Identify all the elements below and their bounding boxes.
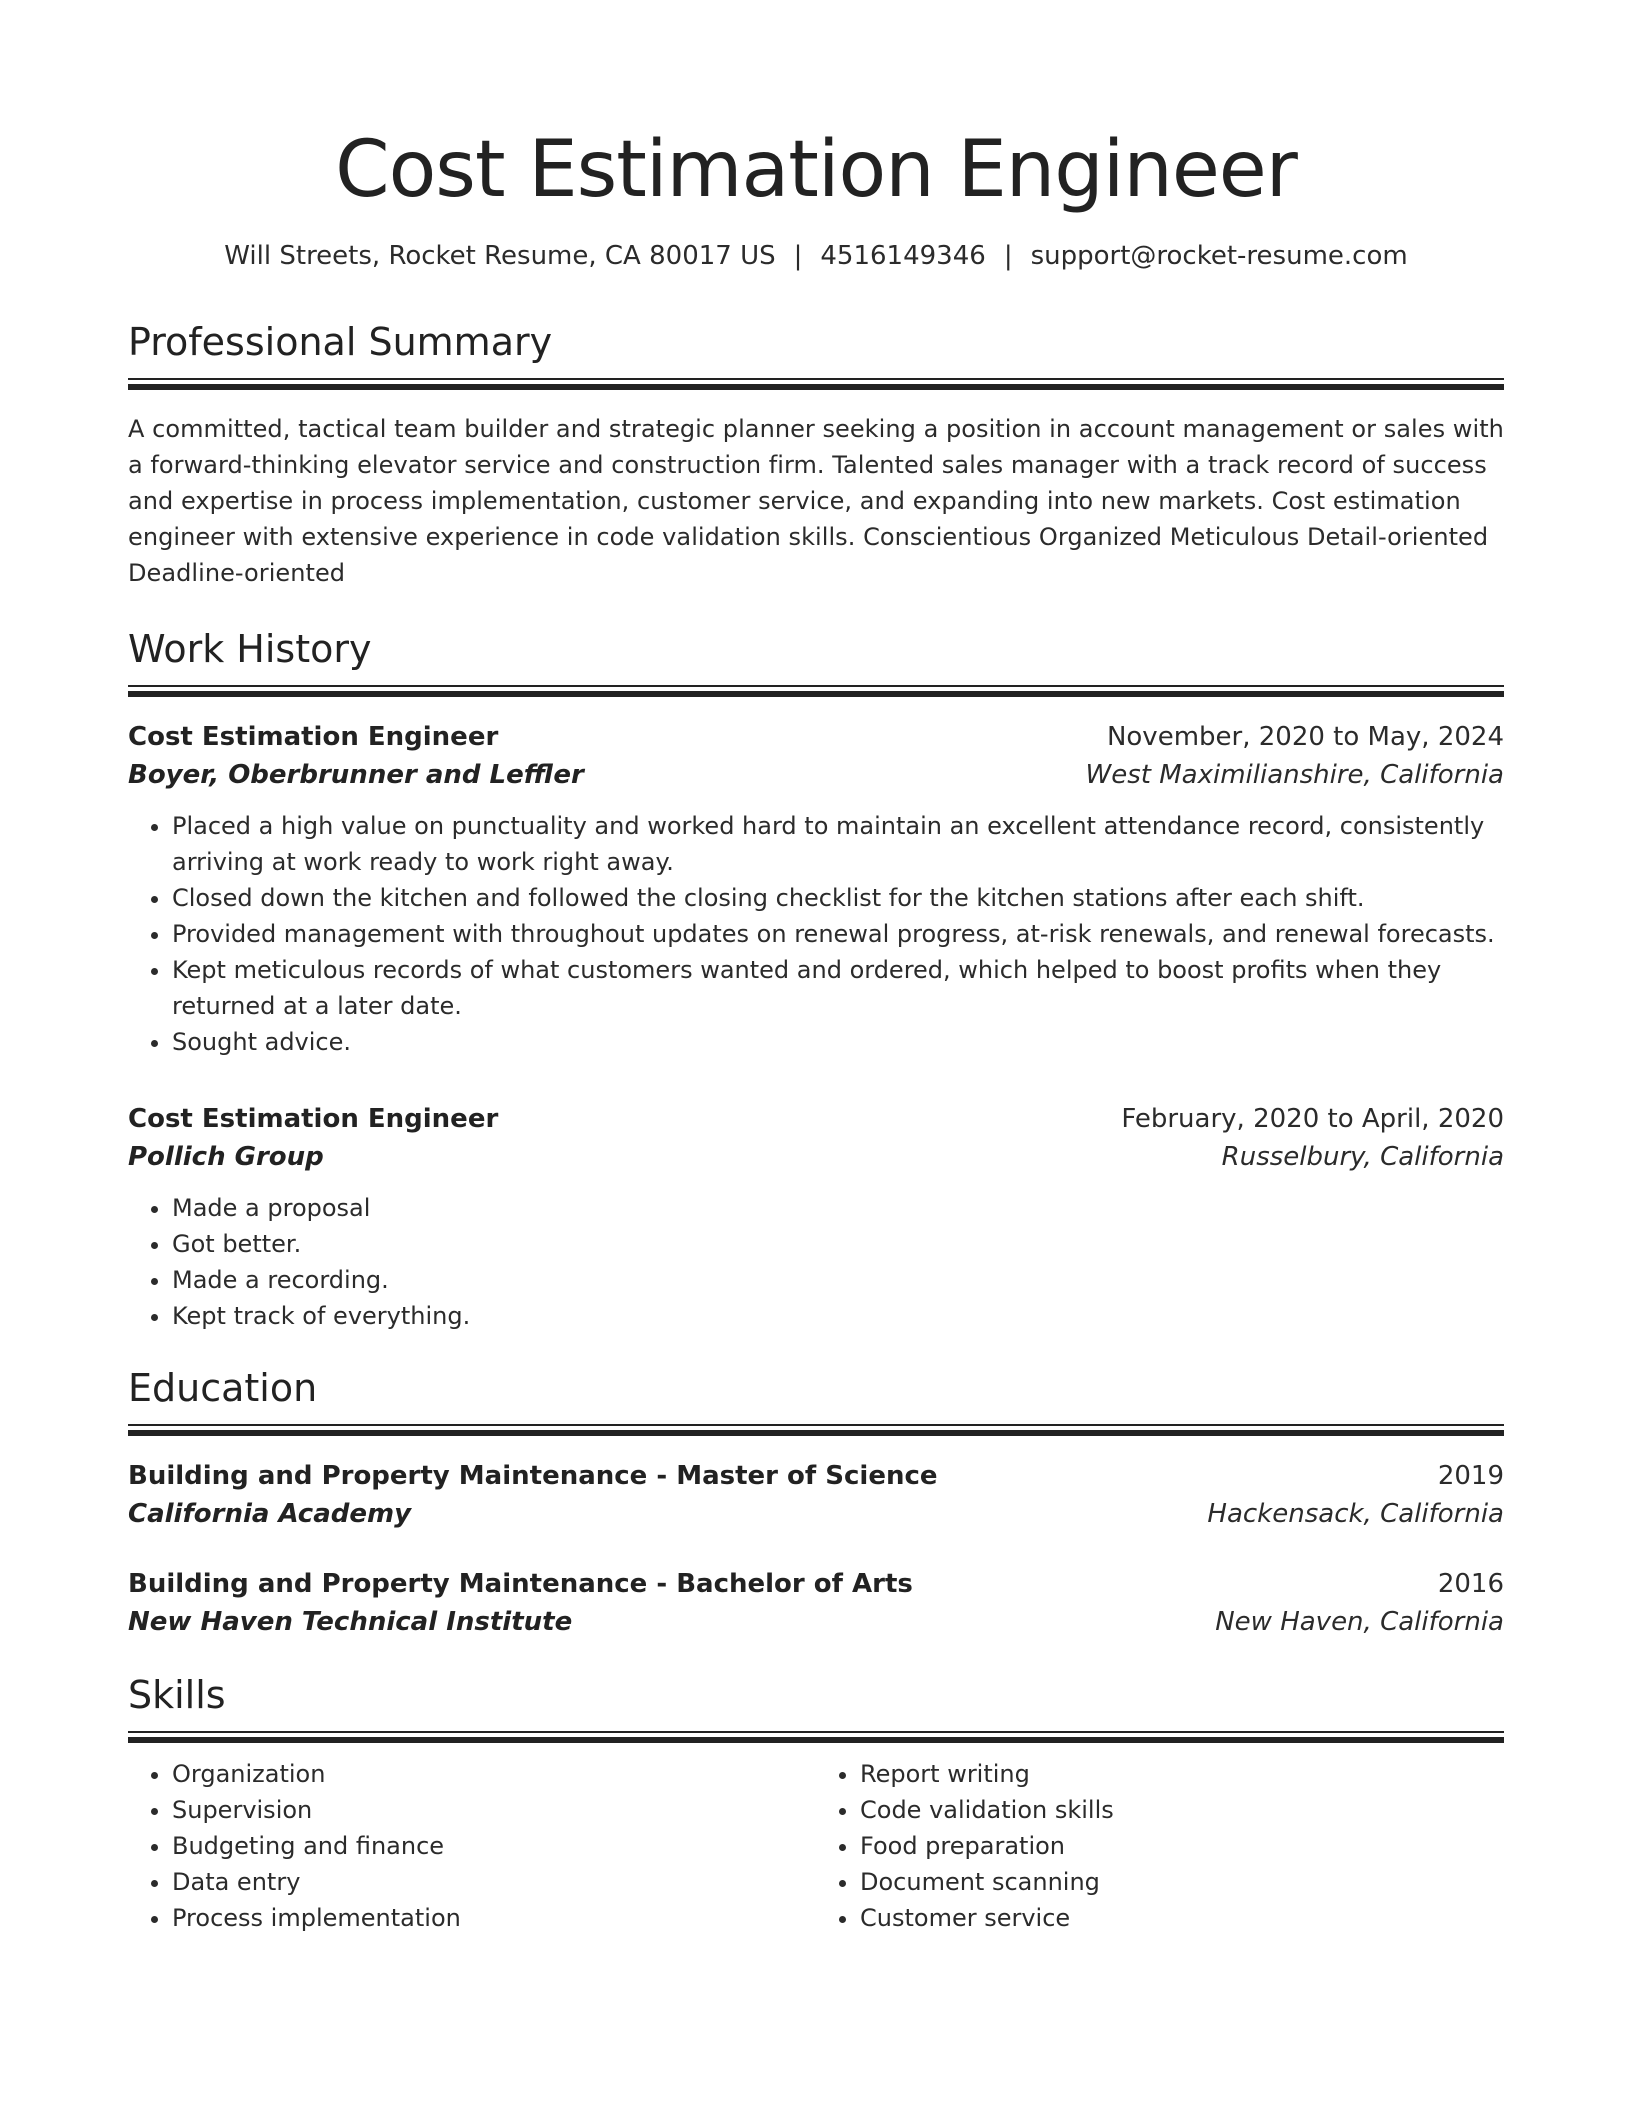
education-entry: [128, 1565, 1504, 1641]
job-bullet: • Kept track of everything.: [172, 1298, 1504, 1334]
section-divider: [128, 685, 1504, 696]
skills-section: [128, 1671, 1504, 1936]
job-subheader: [128, 1138, 1504, 1176]
skill-item: • Data entry: [172, 1864, 816, 1900]
job-bullet: • Made a proposal: [172, 1190, 1504, 1226]
job-dates: November, 2020 to May, 2024: [1106, 722, 1504, 752]
education-year: 2016: [1437, 1569, 1504, 1599]
job-bullet: • Got better.: [172, 1226, 1504, 1262]
job-bullet: • Placed a high value on punctuality and worked hard to maintain an excellent attendance record, consistently arriving at work ready to work right away.: [172, 808, 1504, 880]
job-entry: [128, 1100, 1504, 1334]
job-location: Russelbury, California: [1221, 1142, 1504, 1172]
contact-line: [128, 238, 1504, 274]
education-year: 2019: [1437, 1461, 1504, 1491]
job-header: [128, 1100, 1504, 1138]
skill-item: • Supervision: [172, 1792, 816, 1828]
skill-item: • Report writing: [860, 1756, 1504, 1792]
skill-item: • Code validation skills: [860, 1792, 1504, 1828]
job-header: [128, 718, 1504, 756]
education-subheader: [128, 1495, 1504, 1533]
education-section: [128, 1364, 1504, 1641]
skill-item: • Process implementation: [172, 1900, 816, 1936]
work-history-section: [128, 625, 1504, 1334]
education-subheader: [128, 1603, 1504, 1641]
summary-text: A committed, tactical team builder and strategic planner seeking a position in account management or sales with a forward-thinking elevator service and construction firm. Talented sales manager with a track record of success and expertise in process implementation, customer service, and expanding into new markets. Cost estimation engineer with extensive experience in code validation skills. Conscientious Organized Meticulous Detail-oriented Deadline-oriented: [128, 415, 1504, 587]
contact-separator: |: [793, 241, 803, 271]
education-entry: [128, 1457, 1504, 1533]
skill-item: • Food preparation: [860, 1828, 1504, 1864]
job-location: West Maximilianshire, California: [1085, 760, 1504, 790]
job-title: Cost Estimation Engineer: [128, 722, 499, 752]
job-subheader: [128, 756, 1504, 794]
skills-columns: [128, 1756, 1504, 1936]
resume-name: Cost Estimation Engineer: [335, 125, 1297, 215]
skill-item: • Customer service: [860, 1900, 1504, 1936]
job-dates: February, 2020 to April, 2020: [1121, 1104, 1504, 1134]
education-school: New Haven Technical Institute: [128, 1607, 573, 1637]
education-location: New Haven, California: [1215, 1607, 1504, 1637]
job-bullets: [128, 1190, 1504, 1334]
job-entry: [128, 718, 1504, 1060]
skill-item: • Document scanning: [860, 1864, 1504, 1900]
job-bullet: • Closed down the kitchen and followed the closing checklist for the kitchen stations after each shift.: [172, 880, 1504, 916]
education-location: Hackensack, California: [1207, 1499, 1504, 1529]
contact-separator: |: [1003, 241, 1013, 271]
job-bullet: • Sought advice.: [172, 1024, 1504, 1060]
job-title: Cost Estimation Engineer: [128, 1104, 499, 1134]
contact-phone: 4516149346: [820, 241, 986, 271]
job-bullet: • Kept meticulous records of what customers wanted and ordered, which helped to boost profits when they returned at a later date.: [172, 952, 1504, 1024]
skills-list-right: [816, 1756, 1504, 1936]
section-divider: [128, 378, 1504, 389]
contact-address: Will Streets, Rocket Resume, CA 80017 US: [224, 241, 776, 271]
education-header: [128, 1457, 1504, 1495]
section-divider: [128, 1731, 1504, 1742]
job-company: Pollich Group: [128, 1142, 324, 1172]
skill-item: • Budgeting and finance: [172, 1828, 816, 1864]
education-degree: Building and Property Maintenance - Bachelor of Arts: [128, 1569, 913, 1599]
education-degree: Building and Property Maintenance - Master of Science: [128, 1461, 938, 1491]
contact-email: support@rocket-resume.com: [1030, 241, 1408, 271]
education-header: [128, 1565, 1504, 1603]
job-company: Boyer, Oberbrunner and Leffler: [128, 760, 584, 790]
skill-item: • Organization: [172, 1756, 816, 1792]
summary-section: [128, 318, 1504, 591]
section-title-skills: Skills: [128, 1673, 226, 1717]
job-bullet: • Provided management with throughout updates on renewal progress, at-risk renewals, and renewal forecasts.: [172, 916, 1504, 952]
section-title-education: Education: [128, 1366, 318, 1410]
skills-list-left: [128, 1756, 816, 1936]
education-school: California Academy: [128, 1499, 412, 1529]
section-title-work-history: Work History: [128, 627, 372, 671]
section-title-summary: Professional Summary: [128, 320, 553, 364]
job-bullet: • Made a recording.: [172, 1262, 1504, 1298]
section-divider: [128, 1424, 1504, 1435]
job-bullets: [128, 808, 1504, 1060]
